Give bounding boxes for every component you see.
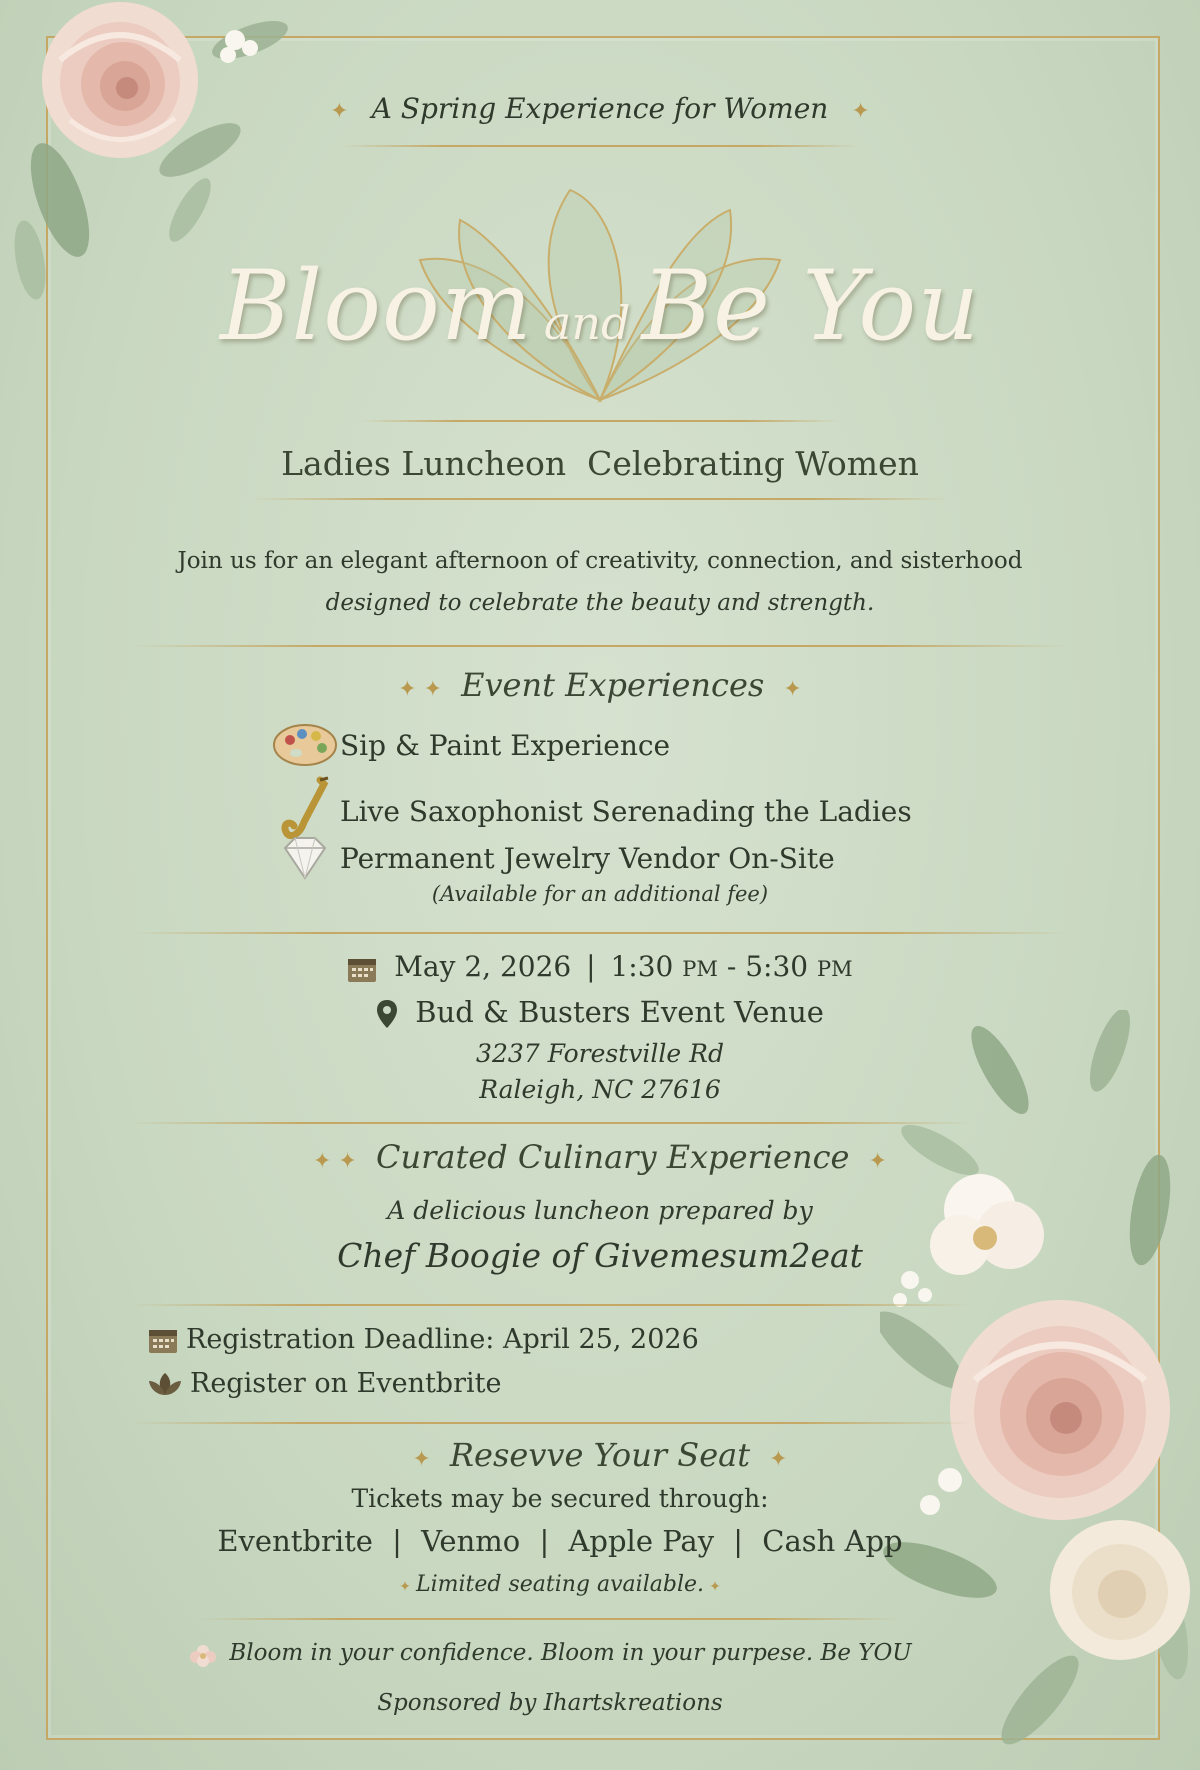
experience-label: Permanent Jewelry Vendor On-Site xyxy=(340,841,835,875)
sparkle-icon: ✦ xyxy=(769,1447,788,1472)
diamond-icon xyxy=(277,834,333,882)
divider xyxy=(340,145,860,147)
sparkle-icon: ✦ xyxy=(709,1579,721,1595)
title-bloom: Bloom xyxy=(219,250,533,362)
payment-eventbrite: Eventbrite xyxy=(217,1524,373,1558)
event-time-start: 1:30 xyxy=(610,950,674,983)
title-and: and xyxy=(543,296,631,350)
experience-item xyxy=(270,722,670,768)
venue-name: Bud & Busters Event Venue xyxy=(415,995,824,1029)
experience-note: (Available for an additional fee) xyxy=(431,882,769,906)
tickets-line: Tickets may be secured through: xyxy=(351,1484,769,1513)
payment-apple-pay: Apple Pay xyxy=(568,1524,715,1558)
palette-icon xyxy=(272,722,338,768)
divider xyxy=(200,1618,900,1620)
sparkle-icon: ✦ xyxy=(783,677,802,702)
sparkle-icon: ✦ ✦ xyxy=(398,677,443,702)
lotus-icon xyxy=(148,1371,182,1397)
sparkle-icon: ✦ xyxy=(851,99,870,124)
limited-seating: Limited seating available. xyxy=(415,1572,704,1597)
registration-deadline xyxy=(148,1324,699,1355)
calendar-icon xyxy=(347,955,377,983)
event-datetime xyxy=(0,950,1200,983)
register-eventbrite[interactable] xyxy=(148,1368,501,1399)
calendar-icon xyxy=(148,1326,178,1354)
experience-item xyxy=(270,834,835,882)
experiences-heading: Event Experiences xyxy=(461,666,765,704)
payment-methods xyxy=(0,1524,1120,1558)
divider xyxy=(130,1422,970,1424)
event-time-dash: - xyxy=(726,950,737,983)
intro-line-1: Join us for an elegant afternoon of creativity, connection, and sisterhood xyxy=(177,548,1023,574)
event-venue xyxy=(0,995,1200,1029)
event-time-end-suffix: PM xyxy=(817,957,853,981)
experience-label: Sip & Paint Experience xyxy=(340,728,671,762)
register-text[interactable]: Register on Eventbrite xyxy=(190,1368,502,1399)
event-title xyxy=(0,250,1200,362)
deadline-text: Registration Deadline: April 25, 2026 xyxy=(186,1324,699,1355)
tagline: A Spring Experience for Women xyxy=(371,92,829,125)
event-date: May 2, 2026 xyxy=(394,950,572,983)
sparkle-icon: ✦ xyxy=(868,1149,887,1174)
divider xyxy=(130,1304,970,1306)
venue-city: Raleigh, NC 27616 xyxy=(479,1075,721,1104)
divider xyxy=(250,498,950,500)
separator: | xyxy=(539,1524,550,1558)
reserve-heading: Resevve Your Seat xyxy=(449,1436,751,1474)
divider xyxy=(130,1122,970,1124)
chef-name: Chef Boogie of Givemesum2eat xyxy=(337,1236,863,1275)
payment-venmo: Venmo xyxy=(421,1524,521,1558)
experience-label: Live Saxophonist Serenading the Ladies xyxy=(340,794,912,828)
payment-cash-app: Cash App xyxy=(762,1524,903,1558)
separator: | xyxy=(392,1524,402,1558)
sparkle-icon: ✦ xyxy=(330,99,349,124)
intro-line-2: designed to celebrate the beauty and strength. xyxy=(325,590,875,616)
sparkle-icon: ✦ xyxy=(399,1579,411,1595)
event-time-end: 5:30 xyxy=(745,950,809,983)
location-pin-icon xyxy=(376,999,398,1029)
subtitle: Ladies Luncheon Celebrating Women xyxy=(281,444,919,483)
footer-slogan: Bloom in your confidence. Bloom in your purpese. Be YOU xyxy=(229,1640,912,1666)
rose-icon xyxy=(42,2,198,158)
sparkle-icon: ✦ ✦ xyxy=(313,1149,357,1174)
title-be-you: Be You xyxy=(641,250,981,362)
sparkle-icon: ✦ xyxy=(412,1447,431,1472)
divider xyxy=(130,645,1070,647)
divider xyxy=(360,420,840,422)
flower-icon xyxy=(188,1643,218,1669)
separator: | xyxy=(733,1524,744,1558)
event-time-start-suffix: PM xyxy=(682,957,718,981)
separator: | xyxy=(586,950,596,983)
culinary-line: A delicious luncheon prepared by xyxy=(387,1196,813,1225)
sponsor: Sponsored by Ihartskreations xyxy=(377,1690,723,1716)
venue-street: 3237 Forestville Rd xyxy=(476,1039,724,1068)
culinary-heading: Curated Culinary Experience xyxy=(375,1138,850,1176)
divider xyxy=(130,932,1070,934)
